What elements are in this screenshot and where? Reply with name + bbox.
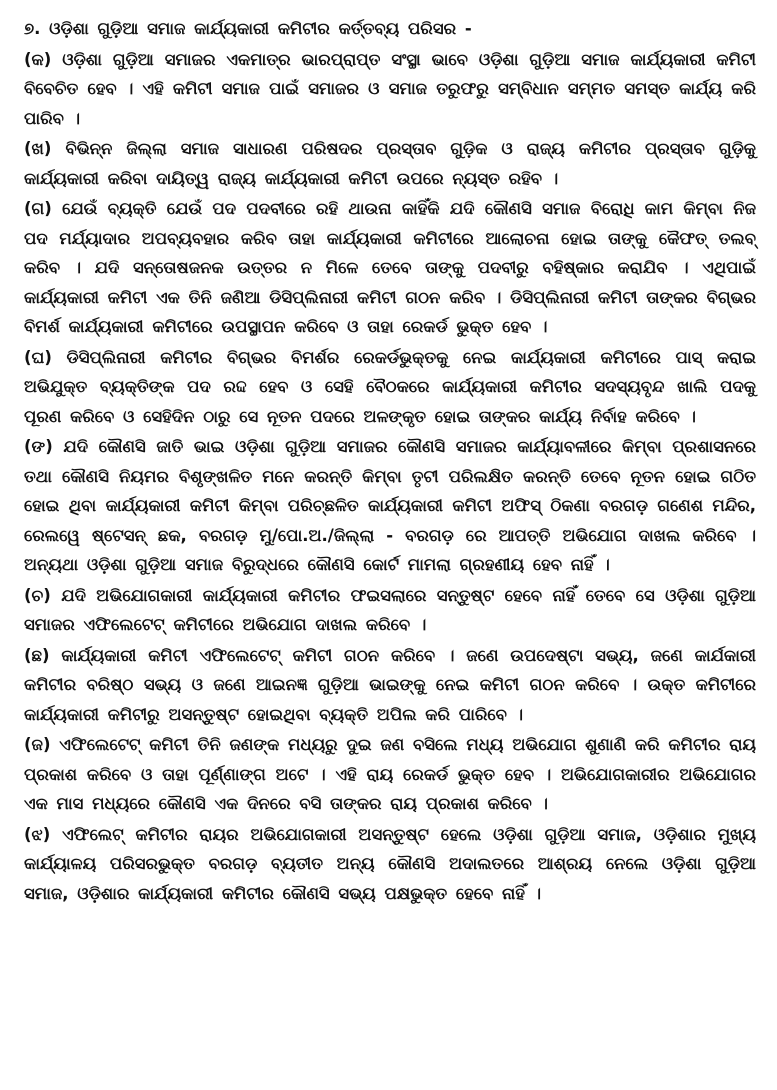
clause-label: (ଖ) [24,139,52,158]
clause-label: (ଘ) [24,347,52,367]
clause-gha [24,343,756,432]
clause-text: ଏଫିଲେଟ୍ କମିଟୀର ରାୟର ଅଭିଯୋଗକାରୀ ଅସନ୍ତୁଷ୍ଟ ହେଲେ ଓଡ଼ିଶା ଗୁଡ଼ିଆ ସମାଜ, ଓଡ଼ିଶାର ମୁଖ୍ୟ କାର୍ଯ୍ୟାଳୟ ପରିସରଭୁକ୍ତ ବରଗଡ଼ ବ୍ୟତୀତ ଅନ୍ୟ କୌଣସି ଅଦାଲତରେ ଆଶ୍ରୟ ନେଲେ ଓଡ଼ିଶା ଗୁଡ଼ିଆ ସମାଜ, ଓଡ଼ିଶାର କାର୍ଯ୍ୟକାରୀ କମିଟୀର କୌଣସି ସଭ୍ୟ ପକ୍ଷଭୁକ୍ତ ହେବେ ନାହିଁ । [24,824,756,903]
clause-text: ଯଦି କୌଣସି ଜାତି ଭାଇ ଓଡ଼ିଶା ଗୁଡ଼ିଆ ସମାଜର କୌଣସି ସମାଜର କାର୍ଯ୍ୟାବଳୀରେ କିମ୍ବା ପ୍ରଶାସନରେ ତଥା କୌଣସି ନିୟମର ବିଶୃଙ୍ଖଳିତ ମନେ କରନ୍ତି କିମ୍ବା ତୃଟୀ ପରିଲକ୍ଷିତ କରନ୍ତି ତେବେ ନୂତନ ହୋଇ ଗଠିତ ହୋଇ ଥିବା କାର୍ଯ୍ୟକାରୀ କମିଟୀ କିମ୍ବା ପରିଚ୍ଛଳିତ କାର୍ଯ୍ୟକାରୀ କମିଟୀ ଅଫିସ୍ ଠିକଣା ବରଗଡ଼ ଗଣେଶ ମନ୍ଦିର, ରେଲୱେ ଷ୍ଟେସନ୍ ଛକ, ବରଗଡ଼ ମୁ/ପୋ.ଅ./ଜିଲ୍ଲା - ବରଗଡ଼ ରେ ଆପତ୍ତି ଅଭିଯୋଗ ଦାଖଲ କରିବେ । ଅନ୍ୟଥା ଓଡ଼ିଶା ଗୁଡ଼ିଆ ସମାଜ ବିରୁଦ୍ଧରେ କୌଣସି କୋର୍ଟ ମାମଲା ଗ୍ରହଣୀୟ ହେବ ନାହିଁ । [24,437,757,574]
clause-text: କାର୍ଯ୍ୟକାରୀ କମିଟୀ ଏଫିଲେଟେଟ୍ କମିଟୀ ଗଠନ କରିବେ । ଜଣେ ଉପଦେଷ୍ଟା ସଭ୍ୟ, ଜଣେ କାର୍ଯକାରୀ କମିଟୀର ବରିଷ୍ଠ ସଭ୍ୟ ଓ ଜଣେ ଆଇନଜ୍ଞ ଗୁଡ଼ିଆ ଭାଇଙ୍କୁ ନେଇ କମିଟୀ ଗଠନ କରିବେ । ଉକ୍ତ କମିଟୀରେ କାର୍ଯ୍ୟକାରୀ କମିଟୀରୁ ଅସନ୍ତୁଷ୍ଟ ହୋଇଥିବା ବ୍ୟକ୍ତି ଅପିଲ କରି ପାରିବେ । [24,645,756,724]
clause-ja [24,730,756,819]
clause-label: (ଝ) [24,824,51,844]
clause-kha [24,134,756,193]
clause-text: ଯେଉଁ ବ୍ୟକ୍ତି ଯେଉଁ ପଦ ପଦବୀରେ ରହି ଥାଉନା କାହିଁକି ଯଦି କୌଣସି ସମାଜ ବିରୋଧି କାମ କିମ୍ବା ନିଜ ପଦ ମର୍ଯ୍ୟାଦାର ଅପବ୍ୟବହାର କରିବ ତାହା କାର୍ଯ୍ୟକାରୀ କମିଟୀରେ ଆଲୋଚନା ହୋଇ ତାଙ୍କୁ କୈଫତ୍ ତଲବ୍ କରିବ । ଯଦି ସନ୍ତୋଷଜନକ ଉତ୍ତର ନ ମିଳେ ତେବେ ତାଙ୍କୁ ପଦବୀରୁ ବହିଷ୍କାର କରାଯିବ । ଏଥିପାଇଁ କାର୍ଯ୍ୟକାରୀ କମିଟୀ ଏକ ତିନି ଜଣିଆ ଡିସିପ୍ଲିନାରୀ କମିଟୀ ଗଠନ କରିବ । ଡିସିପ୍ଲିନାରୀ କମିଟୀ ତାଙ୍କର ବିଗ୍ଭର ବିମର୍ଶ କାର୍ଯ୍ୟକାରୀ କମିଟୀରେ ଉପସ୍ଥାପନ କରିବେ ଓ ତାହା ରେକର୍ଡ ଭୁକ୍ତ ହେବ । [24,199,756,336]
clause-text: ଓଡ଼ିଶା ଗୁଡ଼ିଆ ସମାଜର ଏକମାତ୍ର ଭାରପ୍ରାପ୍ତ ସଂସ୍ଥା ଭାବେ ଓଡ଼ିଶା ଗୁଡ଼ିଆ ସମାଜ କାର୍ଯ୍ୟକାରୀ କମିଟୀ ବିବେଚିତ ହେବ । ଏହି କମିଟୀ ସମାଜ ପାଇଁ ସମାଜର ଓ ସମାଜ ତରୁଫରୁ ସମ୍ବିଧାନ ସମ୍ମତ ସମସ୍ତ କାର୍ଯ୍ୟ କରି ପାରିବ । [24,49,756,128]
clause-chha [24,641,756,730]
clause-text: ଯଦି ଅଭିଯୋଗକାରୀ କାର୍ଯ୍ୟକାରୀ କମିଟୀର ଫଇସଲାରେ ସନ୍ତୁଷ୍ଟ ହେବେ ନାହିଁ ତେବେ ସେ ଓଡ଼ିଶା ଗୁଡ଼ିଆ ସମାଜର ଏଫିଲେଟେଟ୍ କମିଟୀରେ ଅଭିଯୋଗ ଦାଖଲ କରିବେ । [24,585,756,634]
clause-text: ବିଭିନ୍ନ ଜିଲ୍ଲା ସମାଜ ସାଧାରଣ ପରିଷଦର ପ୍ରସ୍ତାବ ଗୁଡ଼ିକ ଓ ରାଜ୍ୟ କମିଟୀର ପ୍ରସ୍ତାବ ଗୁଡ଼ିକୁ କାର୍ଯ୍ୟକାରୀ କରିବା ଦାୟିତ୍ୱ ରାଜ୍ୟ କାର୍ଯ୍ୟକାରୀ କମିଟୀ ଉପରେ ନ୍ୟସ୍ତ ରହିବ । [24,139,756,188]
clause-ga [24,194,756,342]
clause-text: ଡିସିପ୍ଲିନାରୀ କମିଟୀର ବିଗ୍ଭର ବିମର୍ଶର ରେକର୍ଡଭୁକ୍ତକୁ ନେଇ କାର୍ଯ୍ୟକାରୀ କମିଟୀରେ ପାସ୍ କରାଇ ଅଭିଯୁକ୍ତ ବ୍ୟକ୍ତିଙ୍କ ପଦ ରଦ୍ଦ ହେବ ଓ ସେହି ବୈଠକରେ କାର୍ଯ୍ୟକାରୀ କମିଟୀର ସଦସ୍ୟବୃନ୍ଦ ଖାଲି ପଦକୁ ପୂରଣ କରିବେ ଓ ସେହିଦିନ ଠାରୁ ସେ ନୂତନ ପଦରେ ଅଳଙ୍କୃତ ହୋଇ ତାଙ୍କର କାର୍ଯ୍ୟ ନିର୍ବାହ କରିବେ । [24,347,757,426]
clause-nga [24,432,756,580]
clause-text: ଏଫିଲେଟେଟ୍ କମିଟୀ ତିନି ଜଣଙ୍କ ମଧ୍ୟରୁ ଦୁଇ ଜଣ ବସିଲେ ମଧ୍ୟ ଅଭିଯୋଗ ଶୁଣାଣି କରି କମିଟୀର ରାୟ ପ୍ରକାଶ କରିବେ ଓ ତାହା ପୂର୍ଣ୍ଣାଙ୍ଗ ଅଟେ । ଏହି ରାୟ ରେକର୍ଡ ଭୁକ୍ତ ହେବ । ଅଭିଯୋଗକାରୀର ଅଭିଯୋଗର ଏକ ମାସ ମଧ୍ୟରେ କୌଣସି ଏକ ଦିନରେ ବସି ତାଙ୍କର ରାୟ ପ୍ରକାଶ କରିବେ । [24,735,756,813]
clause-ka [24,45,756,134]
document-page [24,14,756,1074]
section-heading: ୭. ଓଡ଼ିଶା ଗୁଡ଼ିଆ ସମାଜ କାର୍ଯ୍ୟକାରୀ କମିଟୀର କର୍ତ୍ତବ୍ୟ ପରିସର - [24,19,472,38]
clause-cha [24,581,756,640]
clause-label: (ଜ) [24,735,51,754]
clause-label: (ଛ) [24,645,50,665]
clause-jha [24,820,756,909]
clause-label: (କ) [24,49,52,69]
clause-label: (ଚ) [24,585,51,605]
clause-label: (ଙ) [24,437,53,456]
clause-label: (ଗ) [24,199,52,218]
